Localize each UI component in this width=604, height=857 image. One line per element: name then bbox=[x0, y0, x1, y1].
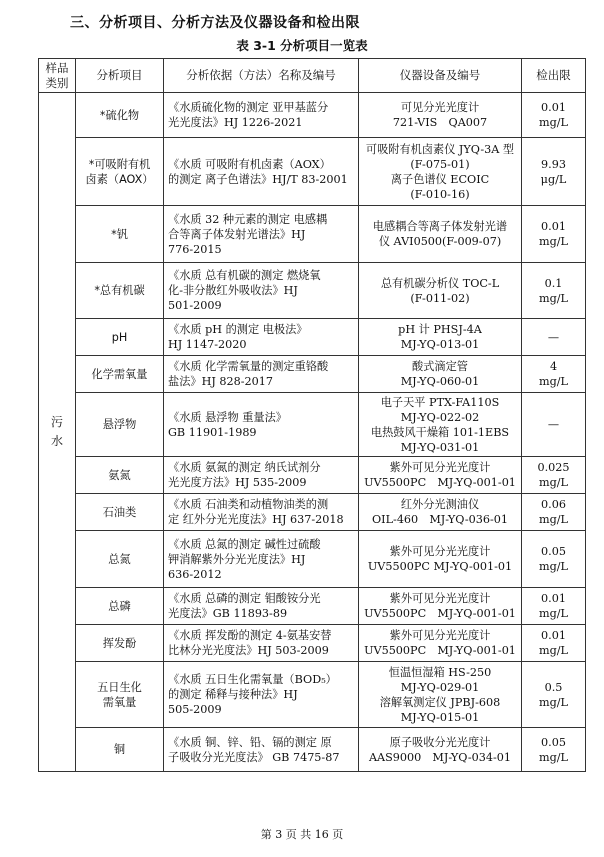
basis-cell bbox=[164, 457, 359, 494]
instrument-line: (F-011-02) bbox=[410, 291, 470, 305]
item-line: *总有机碳 bbox=[94, 284, 145, 297]
basis-line: 盐法》HJ 828-2017 bbox=[168, 375, 273, 388]
basis-line: 501-2009 bbox=[168, 299, 222, 312]
item-line: 五日生化 bbox=[97, 680, 142, 694]
instrument-line: 紫外可见分光光度计 bbox=[389, 545, 491, 558]
instrument-line: UV5500PC MJ-YQ-001-01 bbox=[364, 607, 516, 620]
basis-line: 《水质 pH 的测定 电极法》 bbox=[168, 323, 308, 336]
instrument-line: 721-VIS QA007 bbox=[392, 116, 488, 129]
instrument-line: 电热鼓风干燥箱 101-1EBS bbox=[370, 425, 510, 439]
analysis-items-table bbox=[38, 58, 586, 772]
instrument-cell bbox=[359, 93, 522, 138]
limit-cell bbox=[522, 625, 586, 662]
item-line: 挥发酚 bbox=[102, 636, 137, 650]
instrument-cell bbox=[359, 356, 522, 393]
limit-line: 0.06 bbox=[541, 498, 566, 511]
instrument-line: UV5500PC MJ-YQ-001-01 bbox=[364, 476, 516, 489]
item-cell bbox=[76, 457, 164, 494]
instrument-line: (F-075-01) bbox=[410, 157, 470, 171]
limit-line: mg/L bbox=[539, 513, 568, 526]
item-cell bbox=[76, 206, 164, 263]
limit-line: mg/L bbox=[539, 607, 568, 620]
basis-line: 505-2009 bbox=[168, 703, 222, 716]
instrument-cell bbox=[359, 457, 522, 494]
limit-line: 0.5 bbox=[544, 680, 563, 694]
item-cell bbox=[76, 728, 164, 772]
basis-line: 《水质 悬浮物 重量法》 bbox=[168, 410, 287, 424]
table-row bbox=[39, 206, 586, 263]
limit-line: 0.05 bbox=[541, 735, 566, 749]
instrument-cell bbox=[359, 138, 522, 206]
basis-line: 《水质 石油类和动植物油类的测 bbox=[168, 498, 329, 511]
limit-cell bbox=[522, 531, 586, 588]
limit-line: mg/L bbox=[539, 116, 568, 129]
limit-line: 0.01 bbox=[541, 220, 566, 233]
limit-line: 0.01 bbox=[541, 101, 566, 114]
table-row bbox=[39, 393, 586, 457]
basis-line: 光度法》GB 11893-89 bbox=[168, 607, 288, 620]
item-cell bbox=[76, 494, 164, 531]
table-row bbox=[39, 356, 586, 393]
limit-line: — bbox=[547, 418, 560, 431]
basis-cell bbox=[164, 393, 359, 457]
item-line: 氨氮 bbox=[108, 468, 131, 482]
table-body bbox=[39, 93, 586, 772]
instrument-line: MJ-YQ-029-01 bbox=[400, 680, 480, 694]
limit-line: mg/L bbox=[539, 750, 568, 764]
instrument-line: UV5500PC MJ-YQ-001-01 bbox=[367, 560, 513, 573]
item-line: 石油类 bbox=[102, 505, 137, 519]
header-basis: 分析依据（方法）名称及编号 bbox=[164, 59, 359, 93]
limit-line: 9.93 bbox=[541, 157, 566, 171]
basis-line: 光光度法》HJ 1226-2021 bbox=[168, 116, 303, 129]
item-line: 化学需氧量 bbox=[91, 367, 148, 381]
header-category-line: 样品 bbox=[45, 60, 69, 75]
instrument-line: (F-010-16) bbox=[410, 187, 470, 201]
item-cell bbox=[76, 356, 164, 393]
basis-cell bbox=[164, 728, 359, 772]
basis-line: 《水质 32 种元素的测定 电感耦 bbox=[168, 212, 328, 226]
limit-line: 0.1 bbox=[544, 276, 563, 290]
instrument-line: 酸式滴定管 bbox=[412, 360, 468, 373]
instrument-line: pH 计 PHSJ-4A bbox=[398, 323, 482, 336]
basis-line: HJ 1147-2020 bbox=[168, 338, 247, 351]
basis-cell bbox=[164, 319, 359, 356]
header-instrument: 仪器设备及编号 bbox=[359, 59, 522, 93]
section-title: 三、分析项目、分析方法及仪器设备和检出限 bbox=[70, 15, 360, 31]
basis-cell bbox=[164, 206, 359, 263]
instrument-cell bbox=[359, 393, 522, 457]
instrument-line: OIL-460 MJ-YQ-036-01 bbox=[372, 513, 508, 526]
table-row bbox=[39, 263, 586, 319]
instrument-cell bbox=[359, 625, 522, 662]
basis-line: 636-2012 bbox=[168, 567, 222, 581]
item-cell bbox=[76, 531, 164, 588]
limit-cell bbox=[522, 263, 586, 319]
instrument-line: 离子色谱仪 ECOIC bbox=[390, 172, 490, 186]
table-row bbox=[39, 138, 586, 206]
instrument-line: 红外分光测油仪 bbox=[400, 498, 480, 511]
limit-cell bbox=[522, 93, 586, 138]
limit-cell bbox=[522, 393, 586, 457]
instrument-line: 溶解氧测定仪 JPBJ-608 bbox=[379, 695, 501, 709]
limit-cell bbox=[522, 494, 586, 531]
limit-line: mg/L bbox=[539, 644, 568, 657]
basis-cell bbox=[164, 662, 359, 728]
instrument-cell bbox=[359, 206, 522, 263]
table-row bbox=[39, 728, 586, 772]
item-cell bbox=[76, 319, 164, 356]
instrument-cell bbox=[359, 728, 522, 772]
basis-cell bbox=[164, 93, 359, 138]
basis-line: 《水质 总氮的测定 碱性过硫酸 bbox=[168, 537, 321, 551]
basis-cell bbox=[164, 625, 359, 662]
limit-cell bbox=[522, 206, 586, 263]
page-footer: 第 3 页 共 16 页 bbox=[260, 828, 344, 841]
item-cell bbox=[76, 625, 164, 662]
basis-line: 776-2015 bbox=[168, 242, 222, 256]
basis-line: 合等离子体发射光谱法》HJ bbox=[168, 227, 306, 241]
basis-cell bbox=[164, 588, 359, 625]
basis-line: 定 红外分光光度法》HJ 637-2018 bbox=[168, 513, 344, 526]
item-line: 总磷 bbox=[108, 599, 131, 613]
limit-line: mg/L bbox=[539, 235, 568, 248]
item-cell bbox=[76, 393, 164, 457]
item-cell bbox=[76, 138, 164, 206]
instrument-line: 电感耦合等离子体发射光谱 bbox=[372, 220, 508, 233]
sample-category-line: 污 bbox=[50, 415, 63, 429]
basis-line: 的测定 离子色谱法》HJ/T 83-2001 bbox=[168, 172, 348, 186]
instrument-line: MJ-YQ-013-01 bbox=[400, 338, 480, 351]
basis-line: 化-非分散红外吸收法》HJ bbox=[168, 284, 298, 297]
item-line: 铜 bbox=[113, 743, 126, 756]
table-caption: 表 3-1 分析项目一览表 bbox=[236, 38, 368, 53]
instrument-line: 紫外可见分光光度计 bbox=[389, 629, 491, 642]
limit-cell bbox=[522, 138, 586, 206]
item-cell bbox=[76, 588, 164, 625]
limit-cell bbox=[522, 457, 586, 494]
instrument-cell bbox=[359, 662, 522, 728]
limit-cell bbox=[522, 728, 586, 772]
item-line: 悬浮物 bbox=[102, 418, 137, 431]
limit-line: — bbox=[547, 330, 560, 344]
instrument-line: 可吸附有机卤素仪 JYQ-3A 型 bbox=[365, 142, 515, 156]
instrument-line: 紫外可见分光光度计 bbox=[389, 592, 491, 605]
limit-line: mg/L bbox=[539, 476, 568, 489]
basis-cell bbox=[164, 138, 359, 206]
basis-line: 钾消解紫外分光光度法》HJ bbox=[168, 552, 306, 566]
basis-line: 《水质 铜、锌、铅、镉的测定 原 bbox=[168, 735, 332, 749]
table-row bbox=[39, 625, 586, 662]
basis-line: 《水质 五日生化需氧量（BOD₅） bbox=[168, 673, 337, 686]
instrument-line: UV5500PC MJ-YQ-001-01 bbox=[364, 644, 516, 657]
basis-cell bbox=[164, 263, 359, 319]
basis-line: 《水质 挥发酚的测定 4-氨基安替 bbox=[168, 629, 332, 642]
instrument-line: 电子天平 PTX-FA110S bbox=[380, 395, 500, 409]
instrument-line: 仪 AVI0500(F-009-07) bbox=[378, 235, 502, 248]
limit-line: mg/L bbox=[539, 291, 568, 305]
limit-line: mg/L bbox=[539, 560, 568, 573]
limit-line: 0.01 bbox=[541, 629, 566, 642]
limit-line: 4 bbox=[549, 360, 558, 373]
limit-line: mg/L bbox=[539, 375, 568, 388]
table-row bbox=[39, 531, 586, 588]
basis-line: GB 11901-1989 bbox=[168, 425, 257, 439]
limit-cell bbox=[522, 588, 586, 625]
limit-cell bbox=[522, 662, 586, 728]
basis-line: 子吸收分光光度法》 GB 7475-87 bbox=[168, 750, 340, 764]
table-row bbox=[39, 494, 586, 531]
instrument-cell bbox=[359, 531, 522, 588]
item-cell bbox=[76, 263, 164, 319]
basis-line: 比林分光光度法》HJ 503-2009 bbox=[168, 644, 329, 657]
instrument-cell bbox=[359, 494, 522, 531]
instrument-line: MJ-YQ-060-01 bbox=[400, 375, 480, 388]
instrument-line: 总有机碳分析仪 TOC-L bbox=[380, 276, 500, 290]
limit-line: μg/L bbox=[540, 172, 567, 186]
instrument-line: 恒温恒湿箱 HS-250 bbox=[388, 665, 492, 679]
basis-line: 《水质硫化物的测定 亚甲基蓝分 bbox=[168, 101, 329, 114]
instrument-cell bbox=[359, 319, 522, 356]
item-line: *硫化物 bbox=[99, 108, 140, 122]
basis-line: 《水质 总有机碳的测定 燃烧氧 bbox=[168, 269, 321, 282]
basis-line: 的测定 稀释与接种法》HJ bbox=[168, 688, 298, 701]
limit-cell bbox=[522, 319, 586, 356]
instrument-line: 原子吸收分光光度计 bbox=[389, 735, 491, 749]
limit-cell bbox=[522, 356, 586, 393]
instrument-cell bbox=[359, 588, 522, 625]
basis-cell bbox=[164, 531, 359, 588]
limit-line: 0.05 bbox=[541, 545, 566, 558]
basis-line: 《水质 化学需氧量的测定重铬酸 bbox=[168, 360, 329, 373]
table-row bbox=[39, 662, 586, 728]
item-line: *可吸附有机 bbox=[88, 157, 151, 171]
basis-line: 《水质 氨氮的测定 纳氏试剂分 bbox=[168, 461, 321, 474]
basis-cell bbox=[164, 356, 359, 393]
limit-line: 0.01 bbox=[541, 592, 566, 605]
limit-line: 0.025 bbox=[537, 461, 570, 474]
item-line: 需氧量 bbox=[102, 695, 137, 709]
table-row bbox=[39, 93, 586, 138]
basis-line: 《水质 总磷的测定 钼酸铵分光 bbox=[168, 592, 321, 605]
instrument-line: MJ-YQ-031-01 bbox=[400, 440, 480, 454]
item-line: *钒 bbox=[111, 227, 128, 241]
header-item: 分析项目 bbox=[76, 59, 164, 93]
instrument-line: AAS9000 MJ-YQ-034-01 bbox=[368, 750, 512, 764]
item-line: 卤素（AOX） bbox=[85, 172, 154, 186]
table-row bbox=[39, 457, 586, 494]
item-cell bbox=[76, 662, 164, 728]
basis-line: 光光度方法》HJ 535-2009 bbox=[168, 476, 307, 489]
instrument-cell bbox=[359, 263, 522, 319]
item-line: 总氮 bbox=[108, 552, 131, 566]
instrument-line: 紫外可见分光光度计 bbox=[389, 461, 491, 474]
sample-category bbox=[39, 93, 76, 772]
header-category-line: 类别 bbox=[45, 75, 69, 90]
item-cell bbox=[76, 93, 164, 138]
basis-line: 《水质 可吸附有机卤素（AOX） bbox=[168, 157, 331, 171]
item-line: pH bbox=[111, 330, 128, 344]
sample-category-line: 水 bbox=[50, 434, 63, 448]
header-limit: 检出限 bbox=[522, 59, 586, 93]
basis-cell bbox=[164, 494, 359, 531]
instrument-line: MJ-YQ-015-01 bbox=[400, 710, 480, 724]
instrument-line: MJ-YQ-022-02 bbox=[400, 410, 480, 424]
table-row bbox=[39, 319, 586, 356]
instrument-line: 可见分光光度计 bbox=[400, 101, 480, 114]
table-row bbox=[39, 588, 586, 625]
header-category bbox=[39, 59, 76, 93]
limit-line: mg/L bbox=[539, 695, 568, 709]
